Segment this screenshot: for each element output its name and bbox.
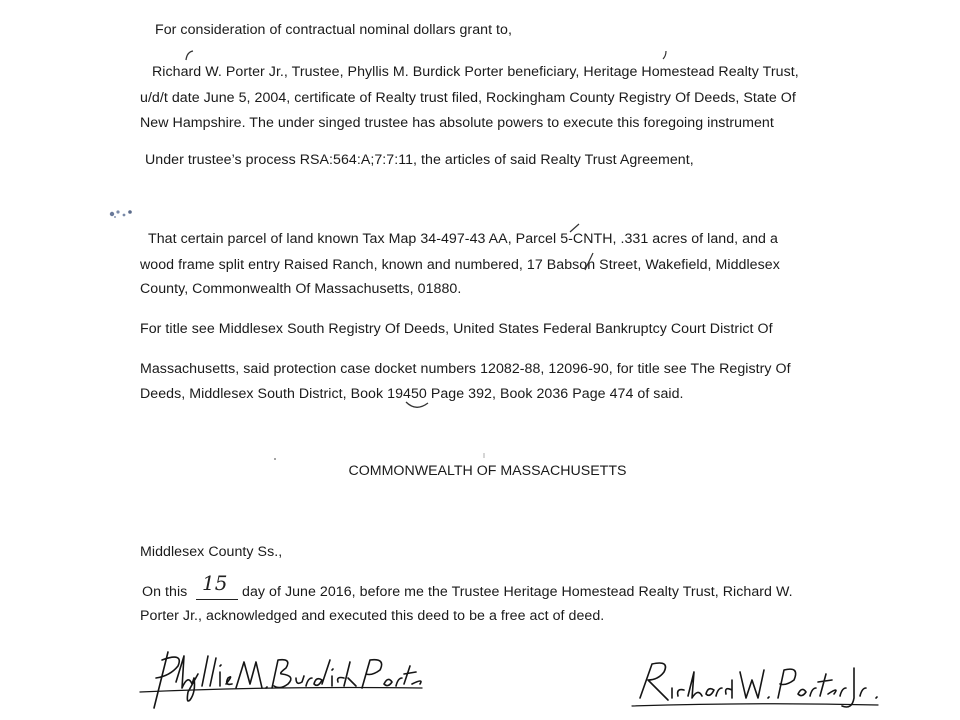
handwritten-tick-mark: [660, 49, 670, 61]
signature-phyllis-m-burdick-porter: [132, 648, 424, 712]
ack-line-1: day of June 2016, before me the Trustee Heritage Homestead Realty Trust, Richard W.: [242, 584, 793, 600]
grant-intro: For consideration of contractual nominal dollars grant to,: [155, 22, 512, 38]
grantee-line-2: u/d/t date June 5, 2004, certificate of Realty trust filed, Rockingham County Registry Of Deeds, State Of: [140, 90, 796, 106]
handwritten-tick-mark: [568, 222, 582, 234]
handwritten-tick-mark: [582, 250, 596, 272]
grantee-line-1: Richard W. Porter Jr., Trustee, Phyllis M. Burdick Porter beneficiary, Heritage Homestead Realty Trust,: [152, 64, 799, 80]
stray-dot: [272, 456, 278, 462]
title-ref-line-3: Deeds, Middlesex South District, Book 19450 Page 392, Book 2036 Page 474 of said.: [140, 386, 684, 402]
handwritten-underline: [404, 398, 430, 412]
signature-richard-w-porter-jr: [628, 658, 890, 714]
title-ref-line-1: For title see Middlesex South Registry Of Deeds, United States Federal Bankruptcy Court District Of: [140, 321, 773, 337]
handwritten-tick-mark: [183, 49, 195, 61]
county-venue: Middlesex County Ss.,: [140, 544, 283, 560]
stray-dot: [481, 452, 487, 460]
handwritten-day: 15: [202, 571, 228, 595]
parcel-line-1: That certain parcel of land known Tax Map 34-497-43 AA, Parcel 5-CNTH, .331 acres of land, and a: [148, 231, 778, 247]
trustee-process: Under trustee’s process RSA:564:A;7:7:11, the articles of said Realty Trust Agreement,: [145, 152, 694, 168]
grantee-line-3: New Hampshire. The under singed trustee has absolute powers to execute this foregoing instrument: [140, 115, 774, 131]
ink-blot-mark: [106, 204, 136, 222]
ack-line-2: Porter Jr., acknowledged and executed this deed to be a free act of deed.: [140, 608, 605, 624]
day-blank-line: [196, 599, 238, 600]
ack-prefix: On this: [142, 584, 188, 600]
parcel-line-3: County, Commonwealth Of Massachusetts, 01880.: [140, 281, 462, 297]
commonwealth-heading: COMMONWEALTH OF MASSACHUSETTS: [348, 463, 627, 479]
title-ref-line-2: Massachusetts, said protection case docket numbers 12082-88, 12096-90, for title see The Registry Of: [140, 361, 791, 377]
parcel-line-2: wood frame split entry Raised Ranch, known and numbered, 17 Babson Street, Wakefield, Middlesex: [140, 257, 780, 273]
